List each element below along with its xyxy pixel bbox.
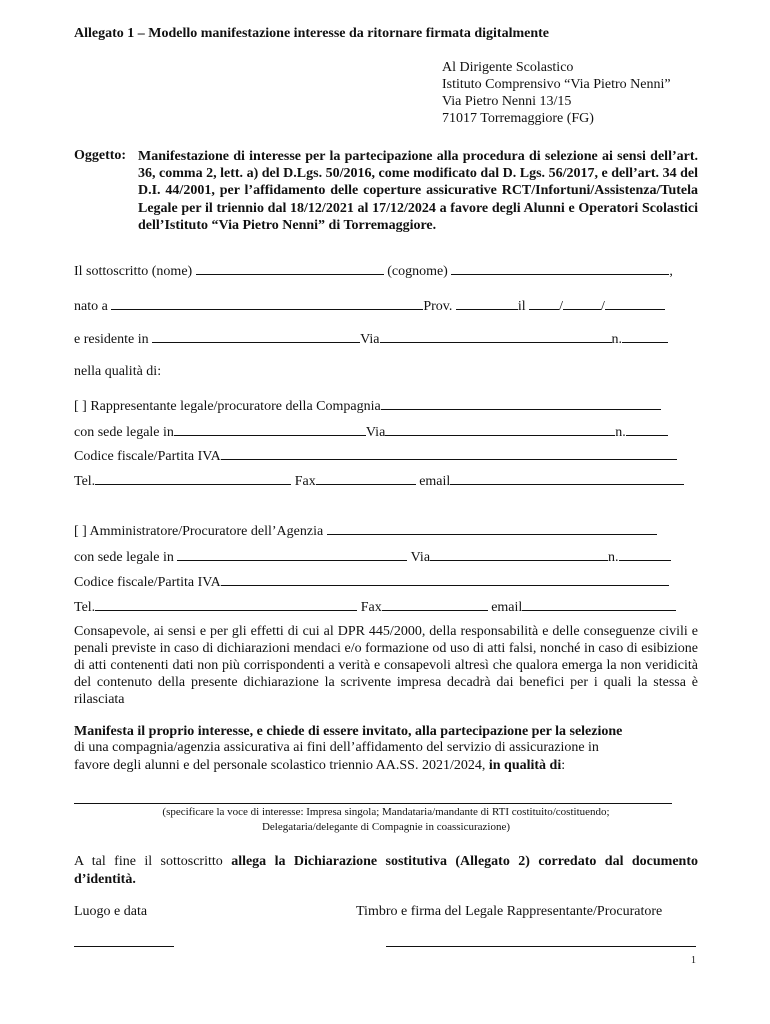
- il-label: il: [517, 299, 526, 314]
- stamp-signature-label: Timbro e firma del Legale Rappresentante/Procuratore: [356, 904, 663, 919]
- agency-email-field[interactable]: [522, 598, 676, 611]
- specify-field[interactable]: [74, 803, 672, 804]
- company-seat-row: [74, 423, 668, 441]
- company-seat-label: con sede legale in: [74, 425, 174, 440]
- company-role-row: [74, 397, 661, 415]
- interest-capacity-label: in qualità di: [488, 758, 562, 773]
- recipient-line-2: Istituto Comprensivo “Via Pietro Nenni”: [442, 77, 671, 92]
- interest-line-3-text: favore degli alunni e del personale scolastico triennio AA.SS. 2021/2024,: [74, 758, 486, 773]
- agency-street-field[interactable]: [430, 548, 608, 561]
- company-cf-label: Codice fiscale/Partita IVA: [74, 449, 221, 464]
- specify-note-line-2: Delegataria/delegante di Compagnie in coassicurazione): [261, 821, 510, 833]
- birth-row: [74, 297, 665, 315]
- company-contact-row: [74, 472, 684, 490]
- residence-city-field[interactable]: [152, 330, 360, 343]
- birth-month-field[interactable]: [563, 297, 601, 310]
- surname-label: (cognome): [387, 264, 448, 279]
- agency-cf-row: [74, 573, 669, 591]
- signature-field[interactable]: [386, 946, 696, 947]
- agency-name-field[interactable]: [327, 522, 657, 535]
- company-city-field[interactable]: [174, 423, 366, 436]
- company-name-field[interactable]: [381, 397, 661, 410]
- attach-bold-text: allega la Dichiarazione sostitutiva (Allegato 2) corredato dal documento d’identità.: [74, 854, 698, 887]
- company-tel-field[interactable]: [95, 472, 291, 485]
- recipient-line-4: 71017 Torremaggiore (FG): [442, 111, 594, 126]
- birth-year-field[interactable]: [605, 297, 665, 310]
- name-row: [74, 262, 673, 280]
- resident-label: e residente in: [74, 332, 149, 347]
- company-fax-label: Fax: [294, 474, 316, 489]
- agency-via-label: Via: [410, 550, 431, 565]
- agency-role-checkbox-label[interactable]: [ ] Amministratore/Procuratore dell’Agenzia: [74, 524, 324, 539]
- company-street-field[interactable]: [385, 423, 615, 436]
- residence-via-label: Via: [360, 332, 380, 347]
- agency-fax-field[interactable]: [382, 598, 488, 611]
- company-email-field[interactable]: [450, 472, 684, 485]
- agency-number-field[interactable]: [619, 548, 671, 561]
- agency-cf-field[interactable]: [221, 573, 669, 586]
- birth-prov-field[interactable]: [456, 297, 518, 310]
- residence-row: [74, 330, 668, 348]
- slash-1: /: [559, 299, 564, 314]
- recipient-line-3: Via Pietro Nenni 13/15: [442, 94, 572, 109]
- capacity-label: nella qualità di:: [74, 364, 162, 379]
- place-date-label: Luogo e data: [74, 904, 148, 919]
- name-field[interactable]: [196, 262, 384, 275]
- company-email-label: email: [419, 474, 451, 489]
- agency-role-row: [74, 522, 657, 540]
- document-title: Allegato 1 – Modello manifestazione interesse da ritornare firmata digitalmente: [74, 26, 549, 41]
- agency-fax-label: Fax: [360, 600, 382, 615]
- agency-tel-field[interactable]: [95, 598, 357, 611]
- residence-street-field[interactable]: [380, 330, 612, 343]
- page-number: 1: [691, 955, 696, 966]
- recipient-line-1: Al Dirigente Scolastico: [442, 60, 574, 75]
- interest-line-3: [74, 758, 565, 774]
- declaration-paragraph: Consapevole, ai sensi e per gli effetti di cui al DPR 445/2000, della responsabilità e delle conseguenze civili e penali previste in caso di dichiarazioni mendaci e/o formazione od uso di atti falsi, nonché in caso di esibizione di atti contenenti dati non più corrispondenti a verità e consapevoli altresì che qualora emerga la non veridicità del contenuto della presente dichiarazione la scrivente impresa decadrà dai benefici per i quali la stessa è rilasciata: [74, 624, 698, 707]
- slash-2: /: [601, 299, 605, 314]
- company-number-field[interactable]: [626, 423, 668, 436]
- company-cf-field[interactable]: [221, 447, 677, 460]
- born-label: nato a: [74, 299, 108, 314]
- interest-colon: :: [561, 758, 566, 773]
- company-tel-label: Tel.: [74, 474, 96, 489]
- surname-field[interactable]: [451, 262, 669, 275]
- subject-label: Oggetto:: [74, 148, 127, 163]
- specify-note-line-1: (specificare la voce di interesse: Impresa singola; Mandataria/mandante di RTI costituito/costituendo;: [162, 806, 610, 818]
- attach-prefix: A tal fine il sottoscritto: [74, 854, 223, 869]
- agency-tel-label: Tel.: [74, 600, 96, 615]
- residence-n-label: n.: [611, 332, 623, 347]
- agency-email-label: email: [491, 600, 523, 615]
- birth-day-field[interactable]: [529, 297, 559, 310]
- company-cf-row: [74, 447, 677, 465]
- interest-bold-line: Manifesta il proprio interesse, e chiede di essere invitato, alla partecipazione per la selezione: [74, 724, 623, 739]
- company-fax-field[interactable]: [316, 472, 416, 485]
- company-via-label: Via: [365, 425, 386, 440]
- agency-contact-row: [74, 598, 676, 616]
- subject-text: Manifestazione di interesse per la partecipazione alla procedura di selezione ai sensi dell’art. 36, comma 2, lett. a) del D.Lgs. 50/2016, come modificato dal D. Lgs. 56/2017, e dell’art. 34 del D.I. 44/2001, per l’affidamento delle coperture assicurative RCT/Infortuni/Assistenza/Tutela Legale per il triennio dal 18/12/2021 al 17/12/2024 a favore degli Alunni e Operatori Scolastici dell’Istituto “Via Pietro Nenni” di Torremaggiore.: [138, 149, 698, 233]
- name-label: Il sottoscritto (nome): [74, 264, 193, 279]
- name-row-comma: ,: [669, 264, 673, 279]
- agency-n-label: n.: [608, 550, 619, 565]
- company-role-checkbox-label[interactable]: [ ] Rappresentante legale/procuratore della Compagnia: [74, 399, 381, 414]
- prov-label: Prov.: [423, 299, 453, 314]
- agency-cf-label: Codice fiscale/Partita IVA: [74, 575, 221, 590]
- interest-line-2: di una compagnia/agenzia assicurativa ai fini dell’affidamento del servizio di assicurazione in: [74, 740, 599, 755]
- agency-city-field[interactable]: [177, 548, 407, 561]
- agency-seat-row: [74, 548, 671, 566]
- birthplace-field[interactable]: [111, 297, 423, 310]
- attach-paragraph: [74, 853, 698, 889]
- place-date-field[interactable]: [74, 946, 174, 947]
- agency-seat-label: con sede legale in: [74, 550, 174, 565]
- residence-number-field[interactable]: [622, 330, 668, 343]
- company-n-label: n.: [615, 425, 626, 440]
